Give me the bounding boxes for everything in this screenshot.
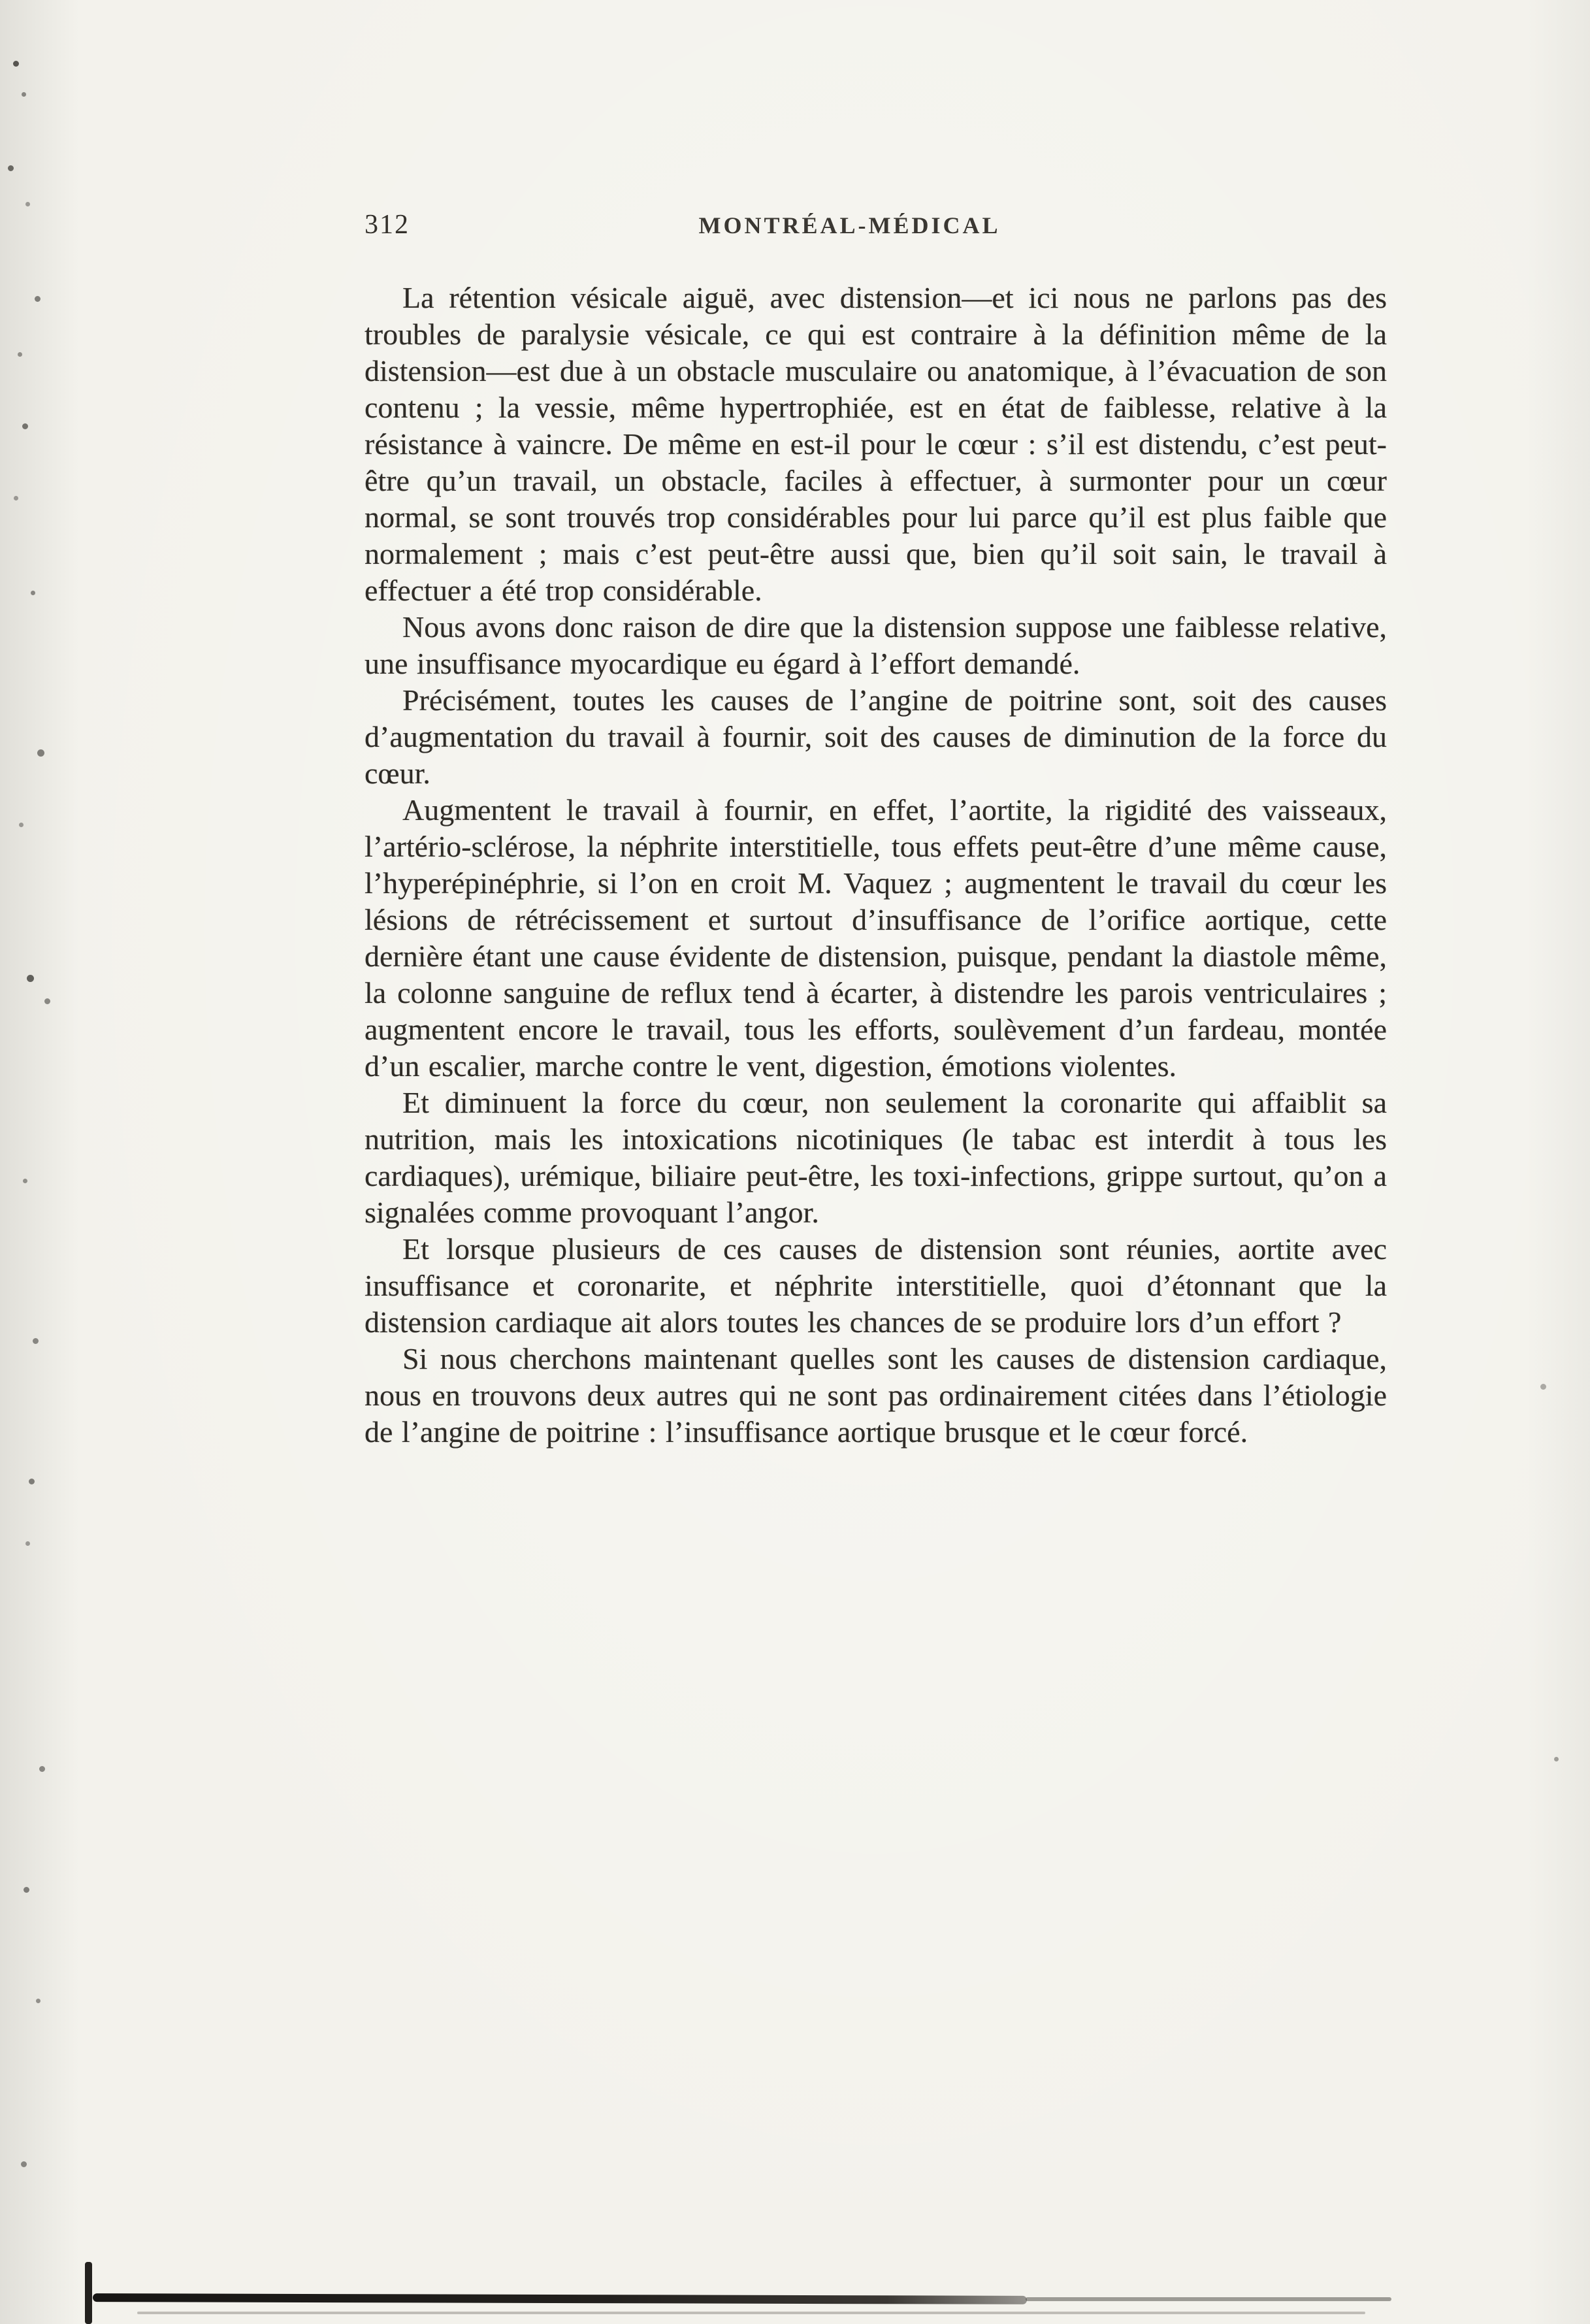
paragraph-7: Si nous cherchons maintenant quelles sont les causes de distension cardiaque, nous en trouvons deux autres qui ne sont pas ordinairement citées dans l’étiologie de l’angine de poitrine : l’insuffisance aortique brusque et le cœur forcé. bbox=[365, 1342, 1387, 1448]
paragraph-5: Et diminuent la force du cœur, non seulement la coronarite qui affaiblit sa nutrition, mais les intoxications nicotiniques (le tabac est interdit à tous les cardiaques), urémique, biliaire peut-être, les toxi-infections, grippe surtout, qu’on a signalées comme provoquant l’angor. bbox=[365, 1086, 1387, 1229]
page-number: 312 bbox=[365, 210, 410, 240]
paragraph-2: Nous avons donc raison de dire que la distension suppose une faiblesse relative, une insuffisance myocardique eu égard à l’effort demandé. bbox=[365, 610, 1387, 680]
article-body bbox=[365, 280, 1387, 1450]
scan-speckle-noise bbox=[0, 0, 3, 3]
scan-artifact-bottom-streak-light bbox=[1026, 2297, 1391, 2301]
paragraph-6: Et lorsque plusieurs de ces causes de distension sont réunies, aortite avec insuffisance et coronarite, et néphrite interstitielle, quoi d’étonnant que la distension cardiaque ait alors toutes les chances de se produire lors d’un effort ? bbox=[365, 1232, 1387, 1339]
scan-artifact-corner-mark bbox=[85, 2262, 92, 2324]
paragraph-4: Augmentent le travail à fournir, en effet, l’aortite, la rigidité des vaisseaux, l’artério-sclérose, la néphrite interstitielle, tous effets peut-être d’une même cause, l’hyperépinéphrie, si l’on en croit M. Vaquez ; augmentent le travail du cœur les lésions de rétrécissement et surtout d’insuffisance de l’orifice aortique, cette dernière étant une cause évidente de distension, puisque, pendant la diastole même, la colonne sanguine de reflux tend à écarter, à distendre les parois ventriculaires ; augmentent encore le travail, tous les efforts, soulèvement d’un fardeau, montée d’un escalier, marche contre le vent, digestion, émotions violentes. bbox=[365, 793, 1387, 1083]
scan-artifact-bottom-line-faint bbox=[137, 2312, 1365, 2314]
paragraph-1: La rétention vésicale aiguë, avec distension—et ici nous ne parlons pas des troubles de paralysie vésicale, ce qui est contraire à la définition même de la distension—est due à un obstacle musculaire ou anatomique, à l’évacuation de son contenu ; la vessie, même hypertrophiée, est en état de faiblesse, relative à la résistance à vaincre. De même en est-il pour le cœur : s’il est distendu, c’est peut-être qu’un travail, un obstacle, faciles à effectuer, à surmonter pour un cœur normal, se sont trouvés trop considérables pour lui parce qu’il est plus faible que normalement ; mais c’est peut-être aussi que, bien qu’il soit sain, le travail à effectuer a été trop considérable. bbox=[365, 281, 1387, 607]
paragraph-3: Précisément, toutes les causes de l’angine de poitrine sont, soit des causes d’augmentation du travail à fournir, soit des causes de diminution de la force du cœur. bbox=[365, 683, 1387, 790]
page-header bbox=[365, 209, 1387, 248]
scan-artifact-bottom-streak bbox=[93, 2293, 1027, 2304]
running-head-title: MONTRÉAL-MÉDICAL bbox=[698, 212, 1001, 238]
